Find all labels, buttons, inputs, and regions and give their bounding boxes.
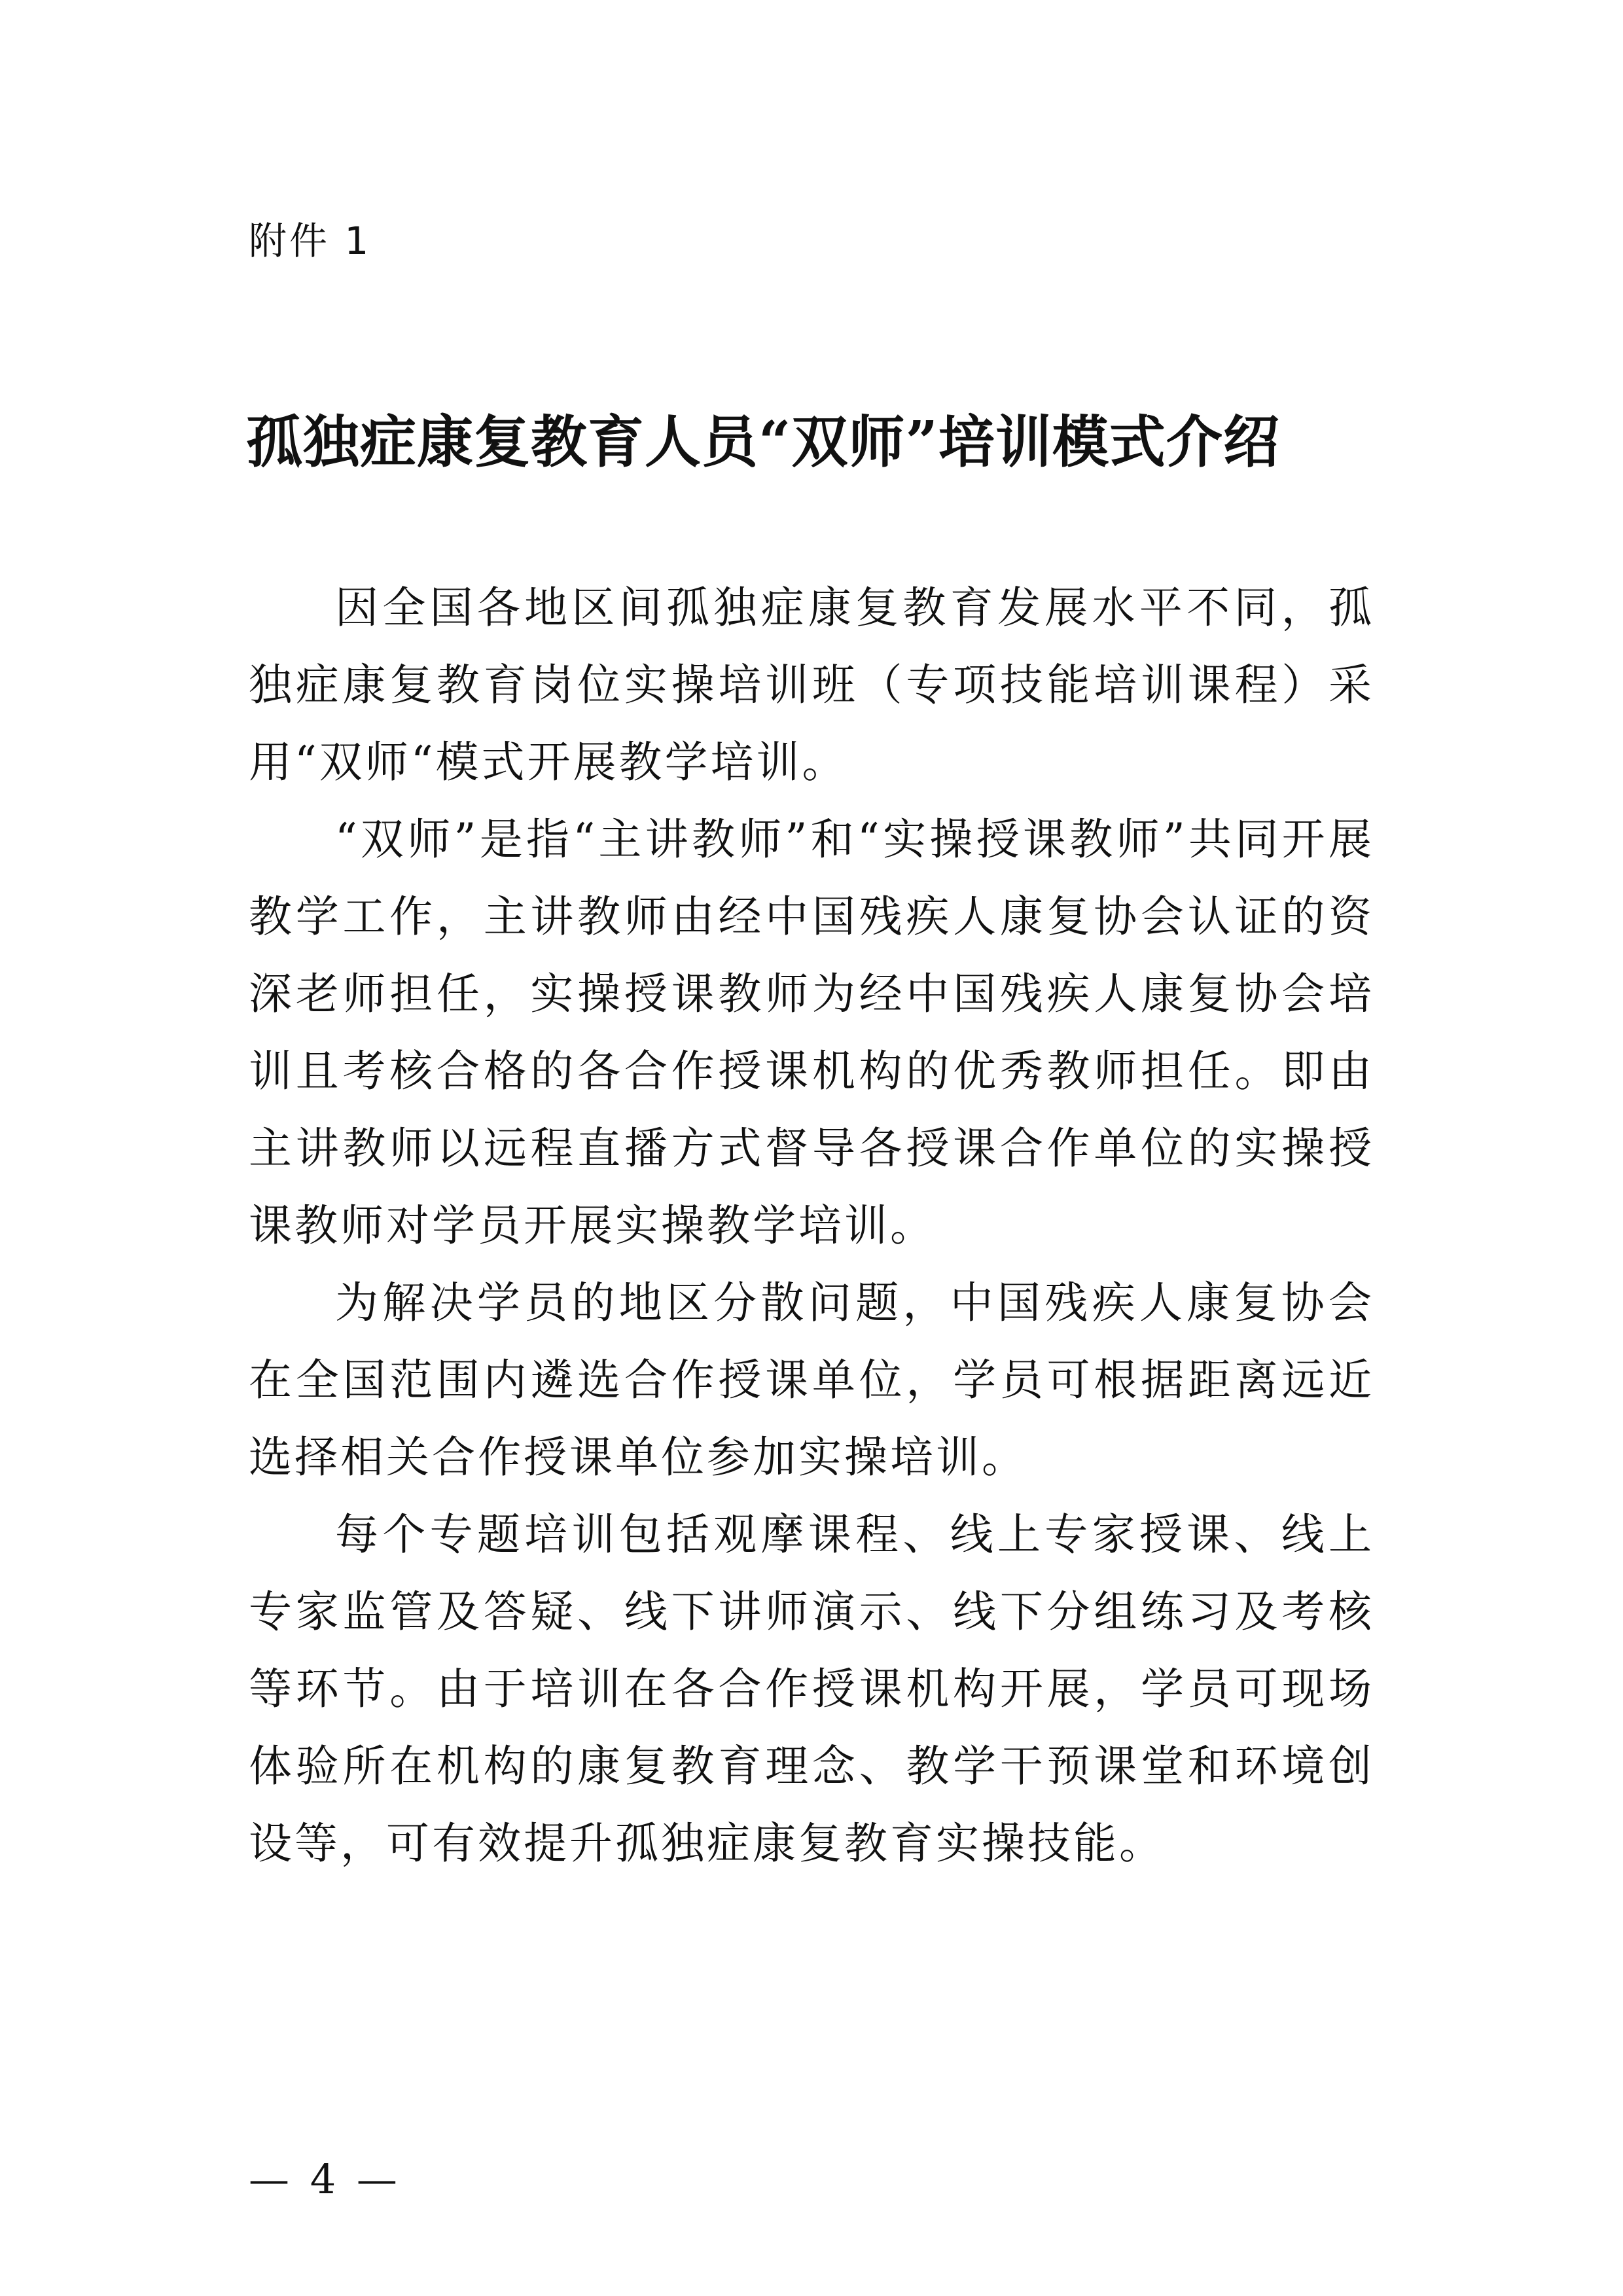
- paragraph-2: “双师”是指“主讲教师”和“实操授课教师”共同开展教学工作，主讲教师由经中国残疾人康复协会认证的资深老师担任，实操授课教师为经中国残疾人康复协会培训且考核合格的各合作授课机构的优秀教师担任。即由主讲教师以远程直播方式督导各授课合作单位的实操授课教师对学员开展实操教学培训。: [249, 814, 1374, 1251]
- page-number: — 4 —: [249, 2155, 401, 2203]
- document-title: 孤独症康复教育人员“双师”培训模式介绍: [246, 409, 1280, 475]
- document-body: [249, 569, 1374, 1882]
- paragraph-1: 因全国各地区间孤独症康复教育发展水平不同，孤独症康复教育岗位实操培训班（专项技能培训课程）采用“双师“模式开展教学培训。: [249, 583, 1374, 787]
- attachment-label: 附件 1: [249, 219, 372, 263]
- paragraph-4: 每个专题培训包括观摩课程、线上专家授课、线上专家监管及答疑、线下讲师演示、线下分组练习及考核等环节。由于培训在各合作授课机构开展，学员可现场体验所在机构的康复教育理念、教学干预课堂和环境创设等，可有效提升孤独症康复教育实操技能。: [249, 1509, 1374, 1869]
- paragraph-3: 为解决学员的地区分散问题，中国残疾人康复协会在全国范围内遴选合作授课单位，学员可根据距离远近选择相关合作授课单位参加实操培训。: [249, 1278, 1374, 1482]
